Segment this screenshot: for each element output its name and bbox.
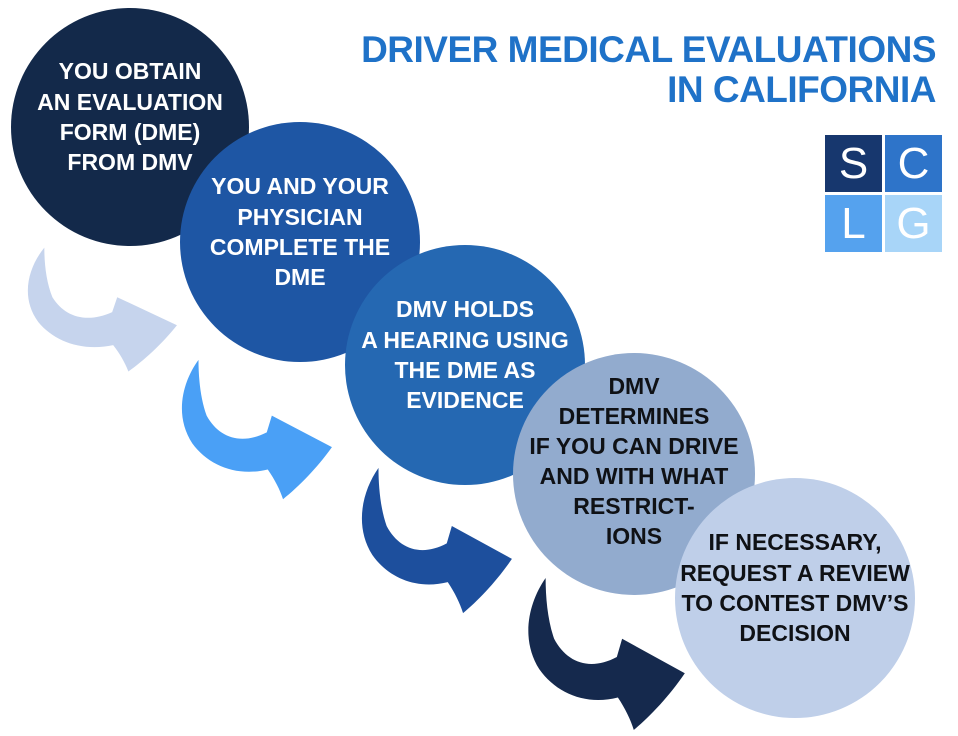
logo-square-g xyxy=(885,195,942,252)
page-title xyxy=(361,30,936,110)
logo-square-s xyxy=(825,135,882,192)
logo-letter-g: G xyxy=(896,198,931,248)
step-5-line: IF NECESSARY, xyxy=(708,529,882,556)
step-3-line: THE DME AS xyxy=(394,357,536,383)
step-1-line: YOU OBTAIN xyxy=(58,58,202,85)
step-3-line: DMV HOLDS xyxy=(396,296,534,323)
step-2-line: PHYSICIAN xyxy=(237,203,363,230)
logo-letter-l: L xyxy=(841,198,866,248)
step-2-text xyxy=(180,171,420,292)
step-4-line: IONS xyxy=(605,522,663,549)
step-4-line: AND WITH WHAT xyxy=(539,463,729,489)
step-5-line: DECISION xyxy=(739,620,851,647)
step-2-line: DME xyxy=(274,264,326,291)
arrow-step2-to-step3-icon xyxy=(172,358,335,502)
arrow-step4-to-step5-icon xyxy=(518,576,688,733)
logo-letter-s: S xyxy=(838,138,869,188)
page-title-line1: DRIVER MEDICAL EVALUATIONS xyxy=(361,29,936,70)
step-1-line: FROM DMV xyxy=(67,149,193,176)
arrow-step1-to-step2-icon xyxy=(18,246,180,374)
step-4-line: DMV xyxy=(608,373,660,400)
step-3-line: EVIDENCE xyxy=(406,387,524,414)
step-5-line: REQUEST A REVIEW xyxy=(680,559,910,586)
page-title-line2: IN CALIFORNIA xyxy=(667,68,936,110)
step-circle-5 xyxy=(675,478,915,718)
step-4-line: RESTRICT- xyxy=(573,492,695,519)
step-4-line: DETERMINES xyxy=(558,403,710,430)
logo-letter-c: C xyxy=(897,138,930,188)
logo-square-c xyxy=(885,135,942,192)
step-1-line: FORM (DME) xyxy=(59,119,201,145)
step-1-line: AN EVALUATION xyxy=(37,88,223,115)
step-2-line: YOU AND YOUR xyxy=(211,173,389,200)
logo-square-l xyxy=(825,195,882,252)
step-3-line: A HEARING USING xyxy=(361,326,569,353)
step-2-line: COMPLETE THE xyxy=(209,234,391,260)
step-5-text xyxy=(675,527,915,648)
step-5-line: TO CONTEST DMV’S xyxy=(681,590,909,616)
arrow-step3-to-step4-icon xyxy=(352,466,515,616)
step-4-line: IF YOU CAN DRIVE xyxy=(529,433,739,460)
sclg-logo xyxy=(825,135,942,252)
